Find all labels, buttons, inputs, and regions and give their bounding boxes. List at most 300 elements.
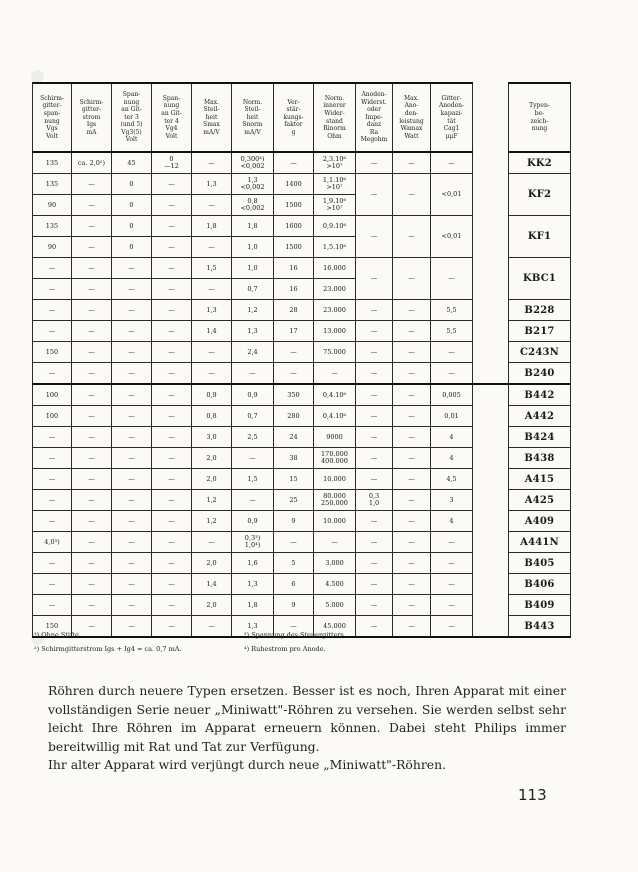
table-cell: — xyxy=(314,532,356,553)
table-cell: 2,0 xyxy=(192,448,232,469)
table-cell: 10.000 xyxy=(314,511,356,532)
table-cell: 17 xyxy=(274,321,314,342)
table-cell: 16.000 xyxy=(314,258,356,279)
table-cell: — xyxy=(356,152,393,174)
table-cell: — xyxy=(356,469,393,490)
table-cell: — xyxy=(72,595,112,616)
table-cell: 0 xyxy=(112,237,152,258)
table-cell: 1,8 xyxy=(232,216,274,237)
table-cell: 4,0³) xyxy=(33,532,72,553)
table-cell: — xyxy=(33,448,72,469)
table-cell: — xyxy=(192,279,232,300)
table-cell: 23.000 xyxy=(314,279,356,300)
tube-type-cell: B217 xyxy=(509,321,571,342)
table-cell: 3 xyxy=(431,490,473,511)
table-cell: 1500 xyxy=(274,195,314,216)
table-cell: 90 xyxy=(33,195,72,216)
table-cell: 13.000 xyxy=(314,321,356,342)
spacer-cell xyxy=(473,553,509,574)
table-row xyxy=(33,195,571,216)
table-cell: — xyxy=(112,406,152,427)
table-cell: — xyxy=(72,279,112,300)
table-cell: — xyxy=(393,321,431,342)
tube-type-cell: C243N xyxy=(509,342,571,363)
table-cell: 2,0 xyxy=(192,553,232,574)
table-cell: — xyxy=(356,427,393,448)
table-row xyxy=(33,174,571,195)
table-cell: — xyxy=(152,195,192,216)
tube-type-cell: A425 xyxy=(509,490,571,511)
spacer-cell xyxy=(473,195,509,216)
table-cell: 0 —12 xyxy=(152,152,192,174)
column-header: Span- nung an Git- ter 4 Vg4 Volt xyxy=(152,83,192,152)
table-cell: — xyxy=(152,384,192,406)
table-cell: 170.000 400.000 xyxy=(314,448,356,469)
table-cell: — xyxy=(393,490,431,511)
table-row xyxy=(33,490,571,511)
tube-type-cell: B409 xyxy=(509,595,571,616)
table-cell: — xyxy=(33,300,72,321)
table-cell: 1,3 xyxy=(192,174,232,195)
table-row xyxy=(33,363,571,385)
table-cell: — xyxy=(112,427,152,448)
table-cell: 100 xyxy=(33,384,72,406)
table-cell: — xyxy=(33,363,72,385)
table-cell: 1,0 xyxy=(232,237,274,258)
spacer-cell xyxy=(473,511,509,532)
table-cell: 0,3 1,0 xyxy=(356,490,393,511)
spacer-cell xyxy=(473,384,509,406)
table-cell: 1600 xyxy=(274,216,314,237)
table-cell: — xyxy=(152,595,192,616)
table-cell: 9 xyxy=(274,595,314,616)
body-paragraph: Röhren durch neuere Typen ersetzen. Besser ist es noch, Ihren Apparat mit einer vollständigen Serie neuer „Miniwatt"-Röhren zu versehen. Sie werden selbst sehr leicht Ihre Röhren im Apparat erneuern können. Dabei steht Philips immer bereitwillig mit Rat und Tat zur Verfügung. xyxy=(48,683,566,754)
body-closing-line: Ihr alter Apparat wird verjüngt durch neue „Miniwatt"-Röhren. xyxy=(48,757,447,772)
table-cell: 0,4.10⁶ xyxy=(314,384,356,406)
table-cell: 0,7 xyxy=(232,279,274,300)
tube-type-cell: B228 xyxy=(509,300,571,321)
table-row xyxy=(33,469,571,490)
table-cell: — xyxy=(356,321,393,342)
table-cell: — xyxy=(152,553,192,574)
table-cell: 0,3³) 1,0⁴) xyxy=(232,532,274,553)
table-cell: 1,3 xyxy=(232,574,274,595)
table-cell: — xyxy=(152,258,192,279)
tube-type-cell: B424 xyxy=(509,427,571,448)
table-cell: — xyxy=(112,258,152,279)
table-cell: 5,5 xyxy=(431,321,473,342)
table-cell: — xyxy=(356,574,393,595)
table-row xyxy=(33,406,571,427)
table-cell: — xyxy=(72,574,112,595)
table-cell: 1400 xyxy=(274,174,314,195)
table-cell: — xyxy=(192,616,232,638)
table-row xyxy=(33,237,571,258)
table-cell: — xyxy=(112,511,152,532)
table-cell: — xyxy=(192,342,232,363)
table-cell: 135 xyxy=(33,152,72,174)
table-cell: — xyxy=(72,258,112,279)
tube-type-cell: B443 xyxy=(509,616,571,638)
table-cell: — xyxy=(393,469,431,490)
column-header: Norm. innerer Wider- stand Rinorm Ohm xyxy=(314,83,356,152)
table-cell: — xyxy=(112,469,152,490)
table-cell: — xyxy=(72,384,112,406)
table-cell: — xyxy=(431,532,473,553)
table-cell: 1,0 xyxy=(232,258,274,279)
spacer-cell xyxy=(473,616,509,638)
spacer-cell xyxy=(473,216,509,237)
table-cell: 1,5.10⁶ xyxy=(314,237,356,258)
tube-type-cell: B406 xyxy=(509,574,571,595)
table-row xyxy=(33,448,571,469)
table-cell: 150 xyxy=(33,616,72,638)
table-cell: — xyxy=(152,532,192,553)
table-cell: 3.000 xyxy=(314,553,356,574)
tube-type-cell: KK2 xyxy=(509,152,571,174)
table-cell: — xyxy=(393,300,431,321)
table-cell: — xyxy=(393,511,431,532)
spacer-cell xyxy=(473,152,509,174)
table-cell: <0,01 xyxy=(431,216,473,258)
table-cell: 24 xyxy=(274,427,314,448)
tube-type-cell: A415 xyxy=(509,469,571,490)
table-row xyxy=(33,258,571,279)
spacer-cell xyxy=(473,237,509,258)
spacer-cell xyxy=(473,574,509,595)
table-cell: — xyxy=(393,553,431,574)
table-cell: 2,3.10⁶ >10⁷ xyxy=(314,152,356,174)
table-cell: 280 xyxy=(274,406,314,427)
table-cell: — xyxy=(72,195,112,216)
table-cell: — xyxy=(393,363,431,385)
table-cell: 1,2 xyxy=(192,511,232,532)
table-cell: — xyxy=(112,574,152,595)
table-cell: 4.500 xyxy=(314,574,356,595)
table-cell: 1,2 xyxy=(192,490,232,511)
table-cell: — xyxy=(112,384,152,406)
table-cell: — xyxy=(192,532,232,553)
table-cell: — xyxy=(152,363,192,385)
table-cell: — xyxy=(72,553,112,574)
table-cell: — xyxy=(72,448,112,469)
spacer-cell xyxy=(473,300,509,321)
table-cell: 38 xyxy=(274,448,314,469)
table-row xyxy=(33,152,571,174)
table-cell: — xyxy=(72,216,112,237)
column-header: Anoden- Widerst. oder Impe- danz Ra Megohm xyxy=(356,83,393,152)
table-cell: — xyxy=(72,511,112,532)
table-cell: 2,0 xyxy=(192,595,232,616)
table-cell: — xyxy=(393,406,431,427)
table-cell: 1,3 <0,002 xyxy=(232,174,274,195)
table-cell: — xyxy=(356,384,393,406)
table-cell: 25 xyxy=(274,490,314,511)
table-cell: — xyxy=(431,342,473,363)
table-cell: 16 xyxy=(274,279,314,300)
table-cell: 0,9 xyxy=(232,384,274,406)
column-header: Schirm- gitter- span- nung Vgs Volt xyxy=(33,83,72,152)
table-cell: — xyxy=(72,616,112,638)
table-cell: — xyxy=(33,427,72,448)
table-cell: 1,1.10⁶ >10⁷ xyxy=(314,174,356,195)
table-cell: — xyxy=(33,574,72,595)
table-cell: — xyxy=(393,258,431,300)
tube-type-cell: B240 xyxy=(509,363,571,385)
table-cell: — xyxy=(72,300,112,321)
table-cell: 4 xyxy=(431,427,473,448)
spacer-cell xyxy=(473,258,509,279)
table-cell: — xyxy=(356,532,393,553)
table-cell: — xyxy=(33,279,72,300)
table-cell: 2,5 xyxy=(232,427,274,448)
table-cell: — xyxy=(274,616,314,638)
spacer-cell xyxy=(473,469,509,490)
table-cell: — xyxy=(356,216,393,258)
table-cell: — xyxy=(356,174,393,216)
table-cell: — xyxy=(152,342,192,363)
table-cell: 1,3 xyxy=(192,300,232,321)
table-cell: — xyxy=(274,363,314,385)
table-cell: — xyxy=(393,427,431,448)
table-cell: 16 xyxy=(274,258,314,279)
table-cell: 5,5 xyxy=(431,300,473,321)
table-row xyxy=(33,427,571,448)
table-cell: 3,0 xyxy=(192,427,232,448)
table-cell: 1,3 xyxy=(232,616,274,638)
table-cell: — xyxy=(393,152,431,174)
table-cell: 0,9 xyxy=(192,384,232,406)
table-cell: — xyxy=(72,469,112,490)
table-cell: — xyxy=(232,363,274,385)
table-cell: — xyxy=(72,363,112,385)
table-cell: 2,0 xyxy=(192,469,232,490)
table-cell: 15 xyxy=(274,469,314,490)
table-cell: 0 xyxy=(112,216,152,237)
table-cell: — xyxy=(72,321,112,342)
table-cell: — xyxy=(152,321,192,342)
table-row xyxy=(33,595,571,616)
table-cell: — xyxy=(192,363,232,385)
table-cell: — xyxy=(393,532,431,553)
table-cell: 150 xyxy=(33,342,72,363)
table-cell: 0,9.10⁶ xyxy=(314,216,356,237)
table-cell: 350 xyxy=(274,384,314,406)
spacer-cell xyxy=(473,174,509,195)
table-cell: — xyxy=(274,342,314,363)
page-number: 113 xyxy=(518,786,547,804)
tube-type-cell: A442 xyxy=(509,406,571,427)
table-cell: — xyxy=(112,616,152,638)
table-cell: 80.000 250.000 xyxy=(314,490,356,511)
table-cell: — xyxy=(72,490,112,511)
table-cell: 28 xyxy=(274,300,314,321)
table-cell: 9000 xyxy=(314,427,356,448)
table-cell: — xyxy=(33,553,72,574)
table-cell: — xyxy=(393,616,431,638)
spacer-cell xyxy=(473,448,509,469)
table-cell: — xyxy=(152,300,192,321)
table-cell: 75.000 xyxy=(314,342,356,363)
table-cell: — xyxy=(33,469,72,490)
table-cell: 1,6 xyxy=(232,553,274,574)
table-cell: 5.000 xyxy=(314,595,356,616)
table-cell: — xyxy=(33,490,72,511)
spacer-cell xyxy=(473,342,509,363)
table-cell: 1,4 xyxy=(192,321,232,342)
table-cell: — xyxy=(152,237,192,258)
table-cell: — xyxy=(33,258,72,279)
table-row xyxy=(33,532,571,553)
table-cell: — xyxy=(356,363,393,385)
table-cell: — xyxy=(152,511,192,532)
table-cell: — xyxy=(393,342,431,363)
table-cell: — xyxy=(393,574,431,595)
table-cell: 2,4 xyxy=(232,342,274,363)
table-row xyxy=(33,279,571,300)
table-cell: <0,01 xyxy=(431,174,473,216)
spacer-cell xyxy=(473,406,509,427)
table-cell: — xyxy=(431,574,473,595)
spacer-cell xyxy=(473,532,509,553)
column-header: Max. Steil- heit Smax mA/V xyxy=(192,83,232,152)
table-row xyxy=(33,342,571,363)
table-cell: — xyxy=(152,279,192,300)
tube-type-cell: B442 xyxy=(509,384,571,406)
table-cell: 0,8 <0,002 xyxy=(232,195,274,216)
column-header: Ver- stär- kungs- faktor g xyxy=(274,83,314,152)
table-cell: — xyxy=(152,448,192,469)
tube-type-cell: A441N xyxy=(509,532,571,553)
header-spacer xyxy=(473,83,509,152)
table-cell: — xyxy=(393,216,431,258)
table-cell: — xyxy=(72,342,112,363)
spacer-cell xyxy=(473,363,509,385)
table-cell: 100 xyxy=(33,406,72,427)
column-header: Gitter- Anoden- kapazi- tät Cag1 μμF xyxy=(431,83,473,152)
table-cell: — xyxy=(33,595,72,616)
table-cell: 4 xyxy=(431,511,473,532)
table-cell: 0,4.10⁶ xyxy=(314,406,356,427)
table-cell: — xyxy=(72,427,112,448)
table-cell: — xyxy=(232,448,274,469)
table-cell: — xyxy=(431,553,473,574)
table-row xyxy=(33,300,571,321)
table-cell: — xyxy=(393,384,431,406)
footnote-2: ²) Schirmgitterstrom Igs + Ig4 = ca. 0,7 mA. xyxy=(34,645,182,653)
spacer-cell xyxy=(473,490,509,511)
tube-type-cell: B438 xyxy=(509,448,571,469)
table-cell: — xyxy=(393,174,431,216)
table-cell: ca. 2,0²) xyxy=(72,152,112,174)
table-cell: — xyxy=(112,342,152,363)
table-cell: — xyxy=(356,616,393,638)
table-cell: — xyxy=(192,237,232,258)
table-cell: — xyxy=(152,216,192,237)
table-cell: — xyxy=(393,595,431,616)
table-cell: 1,5 xyxy=(192,258,232,279)
table-cell: — xyxy=(314,363,356,385)
table-cell: — xyxy=(112,279,152,300)
table-cell: 1500 xyxy=(274,237,314,258)
table-cell: — xyxy=(192,195,232,216)
table-cell: 1,4 xyxy=(192,574,232,595)
table-cell: — xyxy=(152,574,192,595)
table-cell: 45.000 xyxy=(314,616,356,638)
table-cell: — xyxy=(274,532,314,553)
table-cell: 0,9 xyxy=(232,511,274,532)
tube-type-cell: KF2 xyxy=(509,174,571,216)
table-cell: — xyxy=(152,469,192,490)
table-cell: — xyxy=(192,152,232,174)
table-cell: — xyxy=(112,490,152,511)
table-cell: — xyxy=(356,595,393,616)
table-cell: — xyxy=(152,427,192,448)
table-cell: 0,300⁴) <0,002 xyxy=(232,152,274,174)
table-cell: — xyxy=(72,174,112,195)
table-cell: — xyxy=(112,448,152,469)
tube-data-table xyxy=(32,82,571,638)
table-cell: — xyxy=(112,321,152,342)
table-cell: — xyxy=(356,511,393,532)
table-cell: — xyxy=(72,406,112,427)
tube-type-cell: B405 xyxy=(509,553,571,574)
spacer-cell xyxy=(473,321,509,342)
table-cell: 9 xyxy=(274,511,314,532)
table-row xyxy=(33,216,571,237)
table-cell: — xyxy=(356,553,393,574)
footnote-1: ¹) Ohne Stifte. xyxy=(34,631,81,639)
table-cell: — xyxy=(33,511,72,532)
table-cell: 0,005 xyxy=(431,384,473,406)
table-cell: — xyxy=(356,342,393,363)
table-cell: — xyxy=(112,595,152,616)
tube-type-cell: KF1 xyxy=(509,216,571,258)
table-cell: 0 xyxy=(112,195,152,216)
table-cell: — xyxy=(232,490,274,511)
column-header: Max. Ano- den- leistung Wamax Watt xyxy=(393,83,431,152)
table-cell: — xyxy=(356,448,393,469)
column-header: Schirm- gitter- strom Igs mA xyxy=(72,83,112,152)
table-cell: — xyxy=(356,300,393,321)
body-text xyxy=(48,682,566,775)
table-header-row xyxy=(33,83,571,152)
table-cell: — xyxy=(72,532,112,553)
table-cell: — xyxy=(33,321,72,342)
table-cell: — xyxy=(274,152,314,174)
tube-type-cell: KBC1 xyxy=(509,258,571,300)
table-cell: — xyxy=(152,616,192,638)
table-row xyxy=(33,511,571,532)
table-row xyxy=(33,574,571,595)
table-cell: — xyxy=(112,300,152,321)
table-cell: 1,8 xyxy=(192,216,232,237)
table-row xyxy=(33,553,571,574)
table-cell: 0,8 xyxy=(192,406,232,427)
table-cell: — xyxy=(72,237,112,258)
table-cell: 1,2 xyxy=(232,300,274,321)
spacer-cell xyxy=(473,279,509,300)
table-row xyxy=(33,384,571,406)
footnote-3: ³) Spannung des Steuergitters. xyxy=(244,631,346,639)
table-cell: 0,01 xyxy=(431,406,473,427)
table-cell: 90 xyxy=(33,237,72,258)
column-header: Span- nung an Git- ter 3 (und 5) Vg3(5) Volt xyxy=(112,83,152,152)
table-cell: 1,8 xyxy=(232,595,274,616)
table-cell: — xyxy=(152,490,192,511)
table-cell: 1,5 xyxy=(232,469,274,490)
table-row xyxy=(33,321,571,342)
